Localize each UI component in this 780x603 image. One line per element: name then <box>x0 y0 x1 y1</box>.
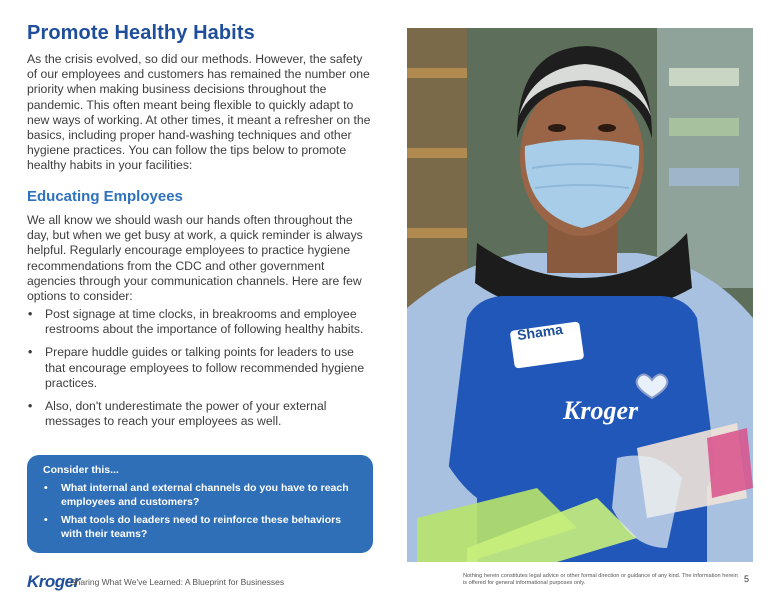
intro-paragraph: As the crisis evolved, so did our methods. However, the safety of our employees and customers has remained the number one priority when making business decisions throughout the pandemic. This often meant being flexible to quickly adapt to new ways of working. At other times, it meant a refresher on the basics, including proper hand-washing techniques and other hygiene practices. You can follow the tips below to promote healthy habits in your facilities: <box>27 52 371 173</box>
list-item <box>27 307 377 337</box>
callout-item <box>43 514 357 541</box>
callout-list <box>43 482 357 541</box>
bullet-icon: • <box>28 345 33 360</box>
bullet-icon: • <box>28 399 33 414</box>
page-title: Promote Healthy Habits <box>27 22 255 44</box>
callout-item-text: What internal and external channels do you have to reach employees and customers? <box>61 482 349 508</box>
bullet-icon: • <box>28 307 33 321</box>
photo-illustration <box>407 28 753 562</box>
consider-this-callout <box>27 455 373 553</box>
list-item-text: Also, don't underestimate the power of your external messages to reach your employees as well. <box>45 399 327 429</box>
kroger-logo: Kroger <box>27 572 80 591</box>
footer-tagline: Sharing What We've Learned: A Blueprint for Businesses <box>70 577 285 587</box>
apron-logo: Kroger <box>563 396 639 425</box>
bullet-icon: • <box>44 482 48 494</box>
callout-item <box>43 482 357 509</box>
employee-photo <box>407 28 753 562</box>
list-item <box>27 399 377 429</box>
name-tag-text: Shama <box>516 320 564 344</box>
callout-title: Consider this... <box>43 464 119 476</box>
bullet-icon: • <box>44 514 48 526</box>
tips-list <box>27 307 377 437</box>
page-number: 5 <box>744 574 750 584</box>
legal-disclaimer: Nothing herein constitutes legal advice or other formal direction or guidance of any kind. The information herein is offered for general informational purposes only. <box>463 573 738 586</box>
list-item-text: Prepare huddle guides or talking points for leaders to use that encourage employees to follow recommended hygiene practices. <box>45 345 365 390</box>
list-item <box>27 345 377 391</box>
body-paragraph: We all know we should wash our hands often throughout the day, but when we get busy at work, a quick reminder is always helpful. Regularly encourage employees to practice hygiene recommendations from the CDC and other government agencies through your communication channels. Here are few options to consider: <box>27 213 363 304</box>
section-heading: Educating Employees <box>27 188 183 205</box>
callout-item-text: What tools do leaders need to reinforce these behaviors with their teams? <box>61 514 342 540</box>
list-item-text: Post signage at time clocks, in breakrooms and employee restrooms about the importance of following healthy habits. <box>45 307 364 337</box>
